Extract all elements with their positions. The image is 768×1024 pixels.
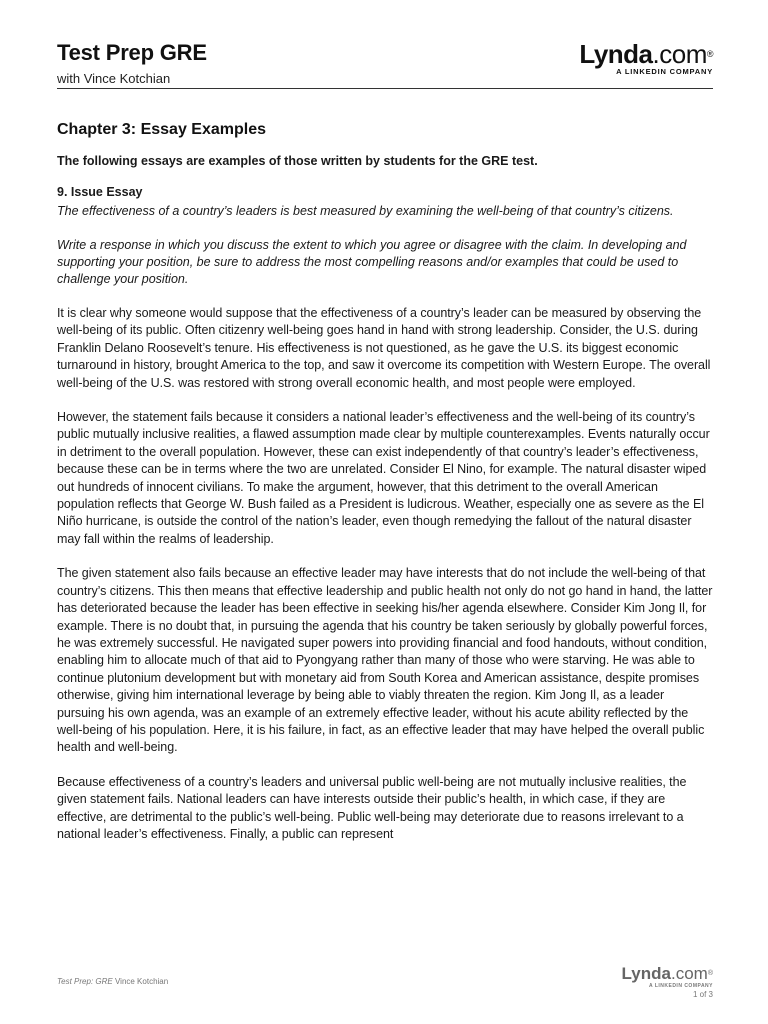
essay-paragraph: It is clear why someone would suppose that the effectiveness of a country’s leader can be measured by observing the well-being of its public. Often citizenry well-being goes hand in hand with strong leadership. Consider, the U.S. during Franklin Delano Roosevelt’s tenure. His effectiveness is not questioned, as he gave the U.S. its biggest economic turnaround in history, brought America to the top, and saw it overcome its competition with Western Europe. The overall well-being of the U.S. was restored with strong overall economic health, and most people were employed.: [57, 306, 711, 390]
intro-text: The following essays are examples of those written by students for the GRE test.: [57, 154, 538, 168]
essay-paragraph: Because effectiveness of a country’s leaders and universal public well-being are not mutually inclusive realities, the given statement fails. National leaders can have interests outside their public’s health, in which case, if they are effective, are detrimental to the public’s well-being. Public well-being may deteriorate due to reasons irrelevant to a national leader’s effectiveness. Finally, a public can represent: [57, 774, 687, 841]
footer-logo-tagline: A LINKEDIN COMPANY: [649, 983, 713, 989]
footer-course-info: [57, 977, 168, 986]
footer-lynda-logo: [622, 965, 713, 999]
chapter-title: Chapter 3: Essay Examples: [57, 121, 266, 138]
logo-tagline: A LINKEDIN COMPANY: [616, 67, 713, 76]
essay-prompt: The effectiveness of a country’s leaders is best measured by examining the well-being of that country’s citizens.: [57, 204, 674, 218]
footer-logo-registered-mark: ®: [707, 970, 713, 977]
document-body: [57, 119, 713, 843]
logo-wordmark-bold: Lynda: [579, 39, 653, 69]
footer-logo-wordmark-domain: .com: [670, 964, 708, 983]
essay-paragraph: The given statement also fails because an effective leader may have interests that do not include the well-being of that country’s citizens. This then means that effective leadership and public health not only do not go hand in hand, the latter has deteriorated because the leader has been effective in seeking his/her agenda elsewhere. Consider Kim Jong Il, for example. There is no doubt that, in pursuing the agenda that his country be taken seriously by globally powerful forces, he was extremely successful. He navigated super powers into providing financial and food handouts, without condition, enabling him to allocate much of that aid to Pyongyang rather than many of those who were starving. He was able to continue plutonium development but with monetary aid from South Korea and American assistance, despite promises otherwise, giving him international leverage by being able to viably threaten the region. Kim Jong Il, as a leader pursuing his own agenda, was an example of an extremely effective leader, without his acute ability reflected by the well-being of his population. Here, it is his failure, in fact, as an effective leader that may have helped the overall public health and well-being.: [57, 566, 713, 755]
essay-instruction: Write a response in which you discuss the extent to which you agree or disagree with the claim. In developing and supporting your position, be sure to address the most compelling reasons and/or examples that could be used to challenge your position.: [57, 238, 687, 286]
essay-paragraph: However, the statement fails because it considers a national leader’s effectiveness and the well-being of its country’s public mutually inclusive realities, a flawed assumption made clear by multiple counterexamples. Events naturally occur in detriment to the overall population. However, these can exist independently of that country’s leader’s effectiveness, because these can be in terms where the two are unrelated. Consider El Nino, for example. The natural disaster wiped out hundreds of innocent civilians. To make the argument, however, that this detriment to the overall American population reflects that George W. Bush failed as a President is ludicrous. Weather, especially one as severe as the El Niño hurricane, is outside the control of the nation’s leader, even though remedying the fallout of the natural disaster may fall within the realms of leadership.: [57, 410, 710, 546]
logo-wordmark-domain: .com: [652, 39, 707, 69]
essay-heading: 9. Issue Essay: [57, 185, 143, 199]
document-author: with Vince Kotchian: [57, 71, 171, 86]
document-header: [57, 40, 713, 90]
lynda-logo: [579, 40, 713, 76]
page-number: 1 of 3: [692, 990, 713, 999]
document-title: Test Prep GRE: [57, 40, 207, 65]
footer-course-title: Test Prep: GRE: [57, 977, 113, 986]
footer-author: Vince Kotchian: [114, 977, 169, 986]
logo-registered-mark: ®: [706, 49, 713, 59]
footer-logo-wordmark-bold: Lynda: [621, 964, 671, 983]
header-divider: [57, 88, 713, 89]
